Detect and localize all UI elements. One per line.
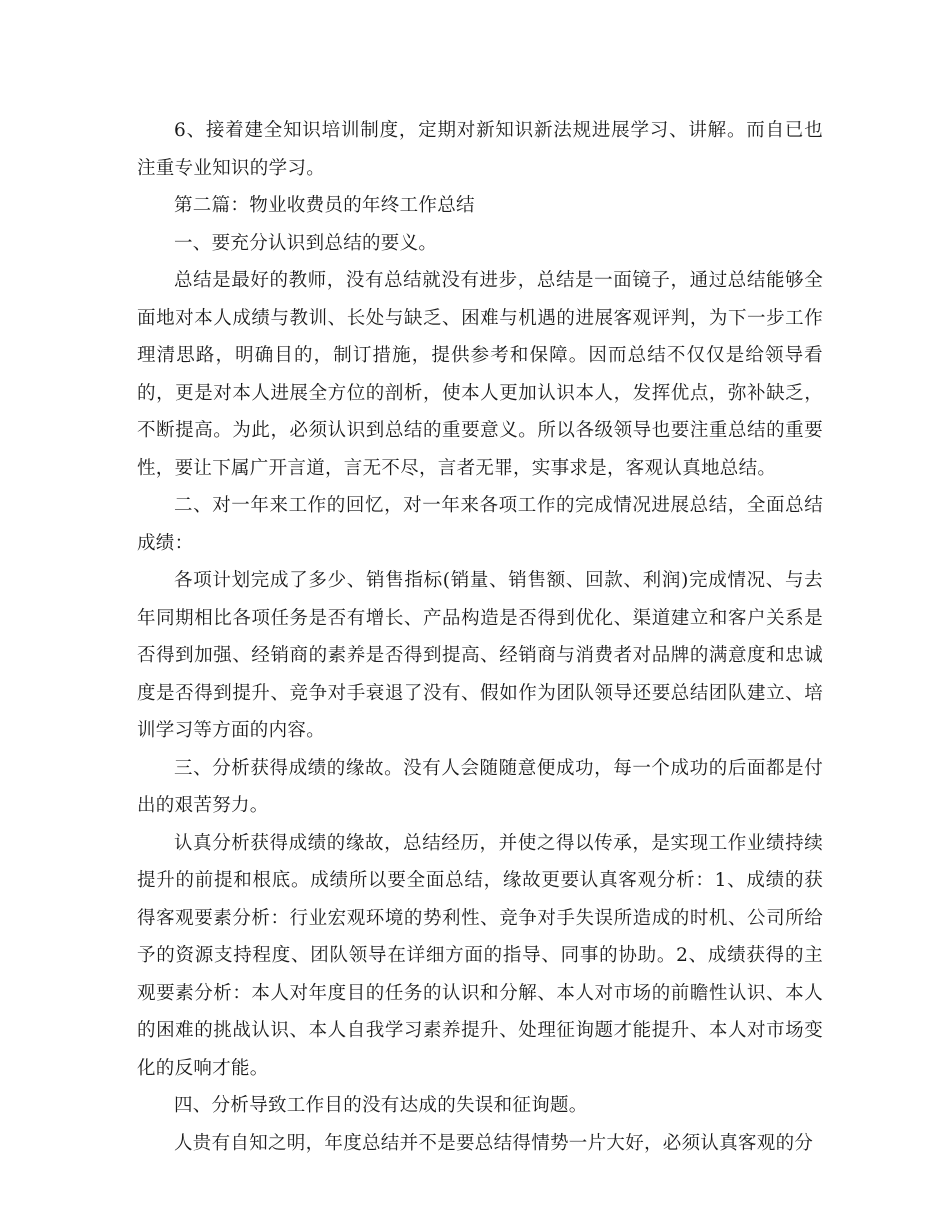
section-heading-second-article: 第二篇：物业收费员的年终工作总结: [174, 195, 475, 216]
heading-point-one: 一、要充分认识到总结的要义。: [174, 232, 438, 254]
paragraph-knowledge-training: 6、接着建全知识培训制度，定期对新知识新法规进展学习、讲解。而自已也注重专业知识的学习。: [137, 120, 823, 179]
paragraph-success-analysis: 认真分析获得成绩的缘故，总结经历，并使之得以传承，是实现工作业绩持续提升的前提和根底。成绩所以要全面总结，缘故更要认真客观分析：1、成绩的获得客观要素分析：行业宏观环境的势利性、竞争对手失误所造成的时机、公司所给予的资源支持程度、团队领导在详细方面的指导、同事的协助。2、成绩获得的主观要素分析：本人对年度目的任务的认识和分解、本人对市场的前瞻性认识、本人的困难的挑战认识、本人自我学习素养提升、处理征询题才能提升、本人对市场变化的反响才能。: [137, 832, 823, 1079]
paragraph-plan-completion: 各项计划完成了多少、销售指标(销量、销售额、回款、利润)完成情况、与去年同期相比各项任务是否有增长、产品构造是否得到优化、渠道建立和客户关系是否得到加强、经销商的素养是否得到提高、经销商与消费者对品牌的满意度和忠诚度是否得到提升、竞争对手衰退了没有、假如作为团队领导还要总结团队建立、培训学习等方面的内容。: [137, 570, 823, 741]
document-body: [137, 112, 823, 1162]
heading-point-three: 三、分析获得成绩的缘故。没有人会随随意便成功，每一个成功的后面都是付出的艰苦努力。: [137, 757, 823, 816]
paragraph-self-awareness: 人贵有自知之明，年度总结并不是要总结得情势一片大好，必须认真客观的分: [174, 1132, 814, 1154]
paragraph-summary-importance: 总结是最好的教师，没有总结就没有进步，总结是一面镜子，通过总结能够全面地对本人成绩与教训、长处与缺乏、困难与机遇的进展客观评判，为下一步工作理清思路，明确目的，制订措施，提供参考和保障。因而总结不仅仅是给领导看的，更是对本人进展全方位的剖析，使本人更加认识本人，发挥优点，弥补缺乏，不断提高。为此，必须认识到总结的重要意义。所以各级领导也要注重总结的重要性，要让下属广开言道，言无不尽，言者无罪，实事求是，客观认真地总结。: [137, 270, 823, 479]
heading-point-four: 四、分析导致工作目的没有达成的失误和征询题。: [174, 1095, 588, 1116]
heading-point-two: 二、对一年来工作的回忆，对一年来各项工作的完成情况进展总结，全面总结成绩：: [137, 495, 823, 554]
